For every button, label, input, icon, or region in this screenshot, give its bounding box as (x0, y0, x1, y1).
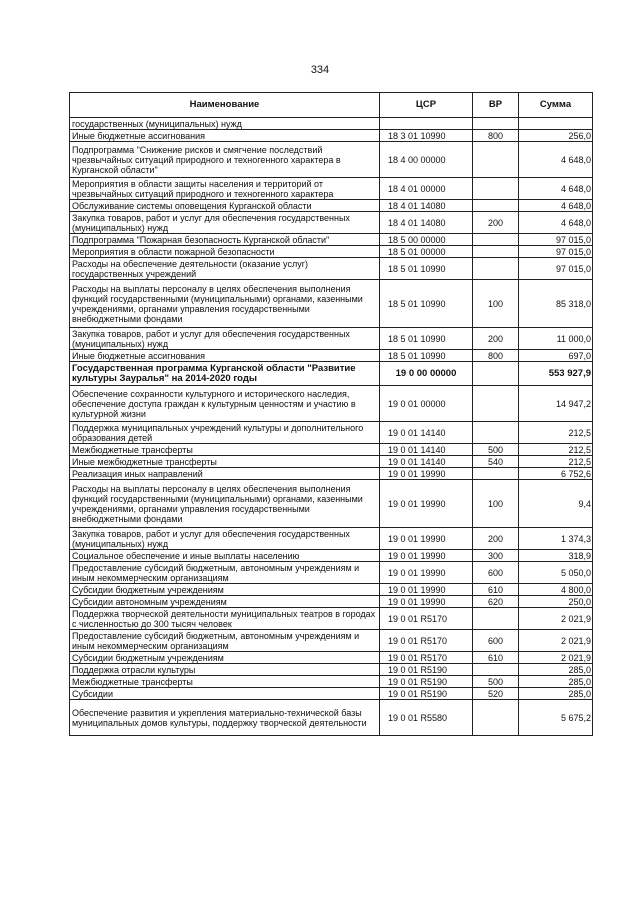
row-sum-cell: 14 947,2 (519, 386, 593, 422)
row-vr-cell: 200 (473, 528, 519, 550)
row-vr-cell (473, 258, 519, 280)
row-vr-cell: 800 (473, 130, 519, 142)
table-row (70, 562, 593, 584)
row-csr-cell: 18 5 01 10990 (380, 328, 473, 350)
row-name-cell: Государственная программа Курганской области "Развитие культуры Зауралья" на 2014-2020 годы (70, 362, 380, 386)
table-row (70, 528, 593, 550)
table-row (70, 386, 593, 422)
row-csr-cell: 19 0 01 19990 (380, 584, 473, 596)
table-row (70, 246, 593, 258)
row-csr-cell (380, 118, 473, 130)
row-sum-cell: 212,5 (519, 422, 593, 444)
row-sum-cell: 97 015,0 (519, 234, 593, 246)
row-name-cell: Закупка товаров, работ и услуг для обеспечения государственных (муниципальных) нужд (70, 528, 380, 550)
row-name-cell: Предоставление субсидий бюджетным, автономным учреждениям и иным некоммерческим организациям (70, 562, 380, 584)
row-vr-cell: 600 (473, 562, 519, 584)
table-row (70, 234, 593, 246)
table-row (70, 142, 593, 178)
table-row (70, 258, 593, 280)
row-name-cell: Реализация иных направлений (70, 468, 380, 480)
row-csr-cell: 18 4 01 00000 (380, 178, 473, 200)
row-csr-cell: 19 0 01 19990 (380, 562, 473, 584)
row-csr-cell: 19 0 01 00000 (380, 386, 473, 422)
row-sum-cell (519, 118, 593, 130)
row-vr-cell: 100 (473, 280, 519, 328)
table-row (70, 328, 593, 350)
table-row (70, 456, 593, 468)
row-csr-cell: 19 0 01 14140 (380, 456, 473, 468)
row-name-cell: Предоставление субсидий бюджетным, автономным учреждениям и иным некоммерческим организациям (70, 630, 380, 652)
row-vr-cell (473, 386, 519, 422)
row-vr-cell: 200 (473, 212, 519, 234)
row-sum-cell: 250,0 (519, 596, 593, 608)
row-sum-cell: 4 648,0 (519, 142, 593, 178)
row-sum-cell: 212,5 (519, 444, 593, 456)
row-csr-cell: 19 0 01 R5190 (380, 664, 473, 676)
table-row (70, 118, 593, 130)
table-row (70, 200, 593, 212)
table-body (70, 118, 593, 736)
row-name-cell: Расходы на выплаты персоналу в целях обеспечения выполнения функций государственными (муниципальными) органами, казенными учреждениями, органами управления государственными внебюджетными фондами (70, 280, 380, 328)
row-sum-cell: 5 050,0 (519, 562, 593, 584)
row-sum-cell: 97 015,0 (519, 246, 593, 258)
row-sum-cell: 285,0 (519, 664, 593, 676)
table-row (70, 584, 593, 596)
row-vr-cell (473, 246, 519, 258)
table-header-row (70, 93, 593, 118)
row-vr-cell: 500 (473, 444, 519, 456)
row-csr-cell: 18 3 01 10990 (380, 130, 473, 142)
row-vr-cell (473, 234, 519, 246)
table-row (70, 350, 593, 362)
row-name-cell: Межбюджетные трансферты (70, 676, 380, 688)
row-name-cell: Субсидии бюджетным учреждениям (70, 584, 380, 596)
row-sum-cell: 4 648,0 (519, 178, 593, 200)
row-vr-cell: 600 (473, 630, 519, 652)
row-vr-cell: 520 (473, 688, 519, 700)
table-row (70, 362, 593, 386)
row-sum-cell: 85 318,0 (519, 280, 593, 328)
row-name-cell: государственных (муниципальных) нужд (70, 118, 380, 130)
table-row (70, 480, 593, 528)
row-csr-cell: 19 0 01 19990 (380, 550, 473, 562)
table-row (70, 596, 593, 608)
row-name-cell: Закупка товаров, работ и услуг для обеспечения государственных (муниципальных) нужд (70, 328, 380, 350)
budget-table (69, 92, 593, 736)
row-csr-cell: 19 0 01 19990 (380, 468, 473, 480)
table-row (70, 676, 593, 688)
header-vr: ВР (473, 93, 519, 118)
row-csr-cell: 18 5 01 10990 (380, 350, 473, 362)
row-csr-cell: 18 5 01 00000 (380, 246, 473, 258)
row-name-cell: Обслуживание системы оповещения Курганской области (70, 200, 380, 212)
row-vr-cell (473, 608, 519, 630)
table-row (70, 468, 593, 480)
row-vr-cell (473, 664, 519, 676)
row-sum-cell: 212,5 (519, 456, 593, 468)
table-row (70, 444, 593, 456)
row-vr-cell (473, 422, 519, 444)
row-csr-cell: 18 5 00 00000 (380, 234, 473, 246)
row-name-cell: Субсидии бюджетным учреждениям (70, 652, 380, 664)
row-sum-cell: 256,0 (519, 130, 593, 142)
row-vr-cell: 100 (473, 480, 519, 528)
row-name-cell: Подпрограмма "Снижение рисков и смягчение последствий чрезвычайных ситуаций природного и техногенного характера в Курганской области" (70, 142, 380, 178)
table-row (70, 608, 593, 630)
row-csr-cell: 19 0 01 14140 (380, 422, 473, 444)
row-sum-cell: 5 675,2 (519, 700, 593, 736)
row-vr-cell: 540 (473, 456, 519, 468)
header-csr: ЦСР (380, 93, 473, 118)
row-name-cell: Обеспечение сохранности культурного и исторического наследия, обеспечение доступа граждан к культурным ценностям и участию в культурной жизни (70, 386, 380, 422)
row-sum-cell: 4 648,0 (519, 200, 593, 212)
table-row (70, 688, 593, 700)
row-csr-cell: 19 0 01 14140 (380, 444, 473, 456)
row-vr-cell: 610 (473, 584, 519, 596)
row-csr-cell: 18 4 01 14080 (380, 212, 473, 234)
row-sum-cell: 2 021,9 (519, 652, 593, 664)
row-sum-cell: 285,0 (519, 688, 593, 700)
table-row (70, 550, 593, 562)
row-name-cell: Социальное обеспечение и иные выплаты населению (70, 550, 380, 562)
row-sum-cell: 9,4 (519, 480, 593, 528)
row-vr-cell: 800 (473, 350, 519, 362)
table-row (70, 130, 593, 142)
row-vr-cell (473, 118, 519, 130)
row-sum-cell: 1 374,3 (519, 528, 593, 550)
row-sum-cell: 318,9 (519, 550, 593, 562)
row-csr-cell: 19 0 01 19990 (380, 596, 473, 608)
table-row (70, 178, 593, 200)
header-name: Наименование (70, 93, 380, 118)
row-name-cell: Мероприятия в области пожарной безопасности (70, 246, 380, 258)
row-vr-cell: 200 (473, 328, 519, 350)
row-sum-cell: 4 648,0 (519, 212, 593, 234)
row-vr-cell: 300 (473, 550, 519, 562)
row-vr-cell: 610 (473, 652, 519, 664)
row-csr-cell: 18 5 01 10990 (380, 258, 473, 280)
row-csr-cell: 19 0 01 R5190 (380, 676, 473, 688)
row-vr-cell (473, 142, 519, 178)
row-sum-cell: 697,0 (519, 350, 593, 362)
table-row (70, 664, 593, 676)
row-name-cell: Обеспечение развития и укрепления материально-технической базы муниципальных домов культуры, поддержку творческой деятельности (70, 700, 380, 736)
row-name-cell: Мероприятия в области защиты населения и территорий от чрезвычайных ситуаций природного и техногенного характера (70, 178, 380, 200)
row-vr-cell (473, 468, 519, 480)
row-csr-cell: 19 0 00 00000 (380, 362, 473, 386)
page-number: 334 (310, 64, 330, 76)
row-name-cell: Субсидии автономным учреждениям (70, 596, 380, 608)
table-row (70, 700, 593, 736)
table-row (70, 422, 593, 444)
row-name-cell: Поддержка творческой деятельности муниципальных театров в городах с численностью до 300 тысяч человек (70, 608, 380, 630)
row-csr-cell: 19 0 01 R5170 (380, 608, 473, 630)
row-csr-cell: 18 4 01 14080 (380, 200, 473, 212)
row-vr-cell: 620 (473, 596, 519, 608)
table-row (70, 630, 593, 652)
row-name-cell: Поддержка муниципальных учреждений культуры и дополнительного образования детей (70, 422, 380, 444)
row-name-cell: Поддержка отрасли культуры (70, 664, 380, 676)
row-csr-cell: 19 0 01 R5190 (380, 688, 473, 700)
row-name-cell: Иные бюджетные ассигнования (70, 350, 380, 362)
row-sum-cell: 97 015,0 (519, 258, 593, 280)
row-csr-cell: 19 0 01 R5580 (380, 700, 473, 736)
row-vr-cell (473, 362, 519, 386)
row-sum-cell: 2 021,9 (519, 630, 593, 652)
row-csr-cell: 19 0 01 19990 (380, 480, 473, 528)
table-row (70, 212, 593, 234)
row-sum-cell: 285,0 (519, 676, 593, 688)
row-sum-cell: 11 000,0 (519, 328, 593, 350)
row-vr-cell (473, 178, 519, 200)
row-name-cell: Иные межбюджетные трансферты (70, 456, 380, 468)
table-row (70, 652, 593, 664)
row-sum-cell: 6 752,6 (519, 468, 593, 480)
table-row (70, 280, 593, 328)
row-vr-cell (473, 200, 519, 212)
row-name-cell: Межбюджетные трансферты (70, 444, 380, 456)
row-name-cell: Иные бюджетные ассигнования (70, 130, 380, 142)
row-name-cell: Субсидии (70, 688, 380, 700)
row-csr-cell: 18 5 01 10990 (380, 280, 473, 328)
row-name-cell: Расходы на обеспечение деятельности (оказание услуг) государственных учреждений (70, 258, 380, 280)
row-csr-cell: 19 0 01 R5170 (380, 630, 473, 652)
row-csr-cell: 19 0 01 R5170 (380, 652, 473, 664)
row-csr-cell: 18 4 00 00000 (380, 142, 473, 178)
row-vr-cell (473, 700, 519, 736)
row-name-cell: Закупка товаров, работ и услуг для обеспечения государственных (муниципальных) нужд (70, 212, 380, 234)
row-name-cell: Расходы на выплаты персоналу в целях обеспечения выполнения функций государственными (муниципальными) органами, казенными учреждениями, органами управления государственными внебюджетными фондами (70, 480, 380, 528)
row-csr-cell: 19 0 01 19990 (380, 528, 473, 550)
row-sum-cell: 2 021,9 (519, 608, 593, 630)
row-name-cell: Подпрограмма "Пожарная безопасность Курганской области" (70, 234, 380, 246)
header-sum: Сумма (519, 93, 593, 118)
row-sum-cell: 553 927,9 (519, 362, 593, 386)
row-vr-cell: 500 (473, 676, 519, 688)
row-sum-cell: 4 800,0 (519, 584, 593, 596)
